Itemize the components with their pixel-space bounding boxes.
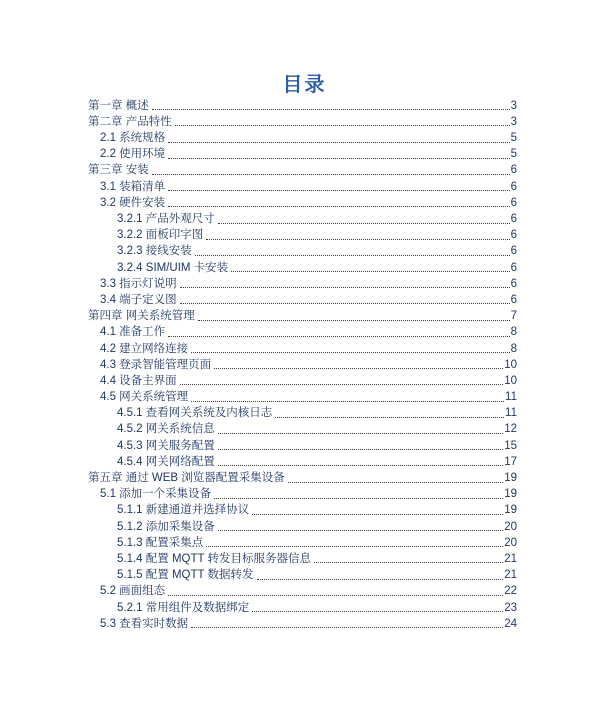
toc-entry-page: 8 — [510, 342, 517, 355]
toc-entry[interactable] — [88, 259, 517, 275]
toc-entry-page: 6 — [510, 293, 517, 306]
dot-leader — [252, 514, 503, 515]
toc-entry[interactable] — [88, 275, 517, 291]
toc-entry[interactable] — [88, 243, 517, 259]
toc-entry-label: 5.1.4 配置 MQTT 转发目标服务器信息 — [117, 552, 312, 565]
dot-leader — [218, 530, 503, 531]
toc-entry[interactable] — [88, 146, 517, 162]
toc-entry-label: 5.1.2 添加采集设备 — [117, 520, 215, 533]
toc-entry-page: 22 — [504, 585, 517, 598]
toc-entry-page: 12 — [504, 423, 517, 436]
toc-entry-label: 3.2.3 接线安装 — [117, 245, 192, 258]
toc-entry-label: 3.2.1 产品外观尺寸 — [117, 213, 215, 225]
toc-entry-label: 4.2 建立网络连接 — [100, 342, 189, 355]
toc-entry[interactable] — [88, 534, 517, 550]
toc-entry[interactable] — [88, 372, 517, 388]
dot-leader — [180, 303, 510, 304]
dot-leader — [218, 449, 503, 450]
toc-entry-page: 23 — [504, 601, 517, 614]
dot-leader — [191, 627, 503, 628]
toc-entry[interactable] — [88, 210, 517, 226]
toc-entry-page: 6 — [510, 196, 517, 209]
dot-leader — [206, 546, 503, 547]
toc-entry[interactable] — [88, 550, 517, 566]
dot-leader — [191, 352, 509, 353]
toc-entry-label: 4.3 登录智能管理页面 — [100, 358, 212, 371]
toc-entry[interactable] — [88, 502, 517, 518]
toc-entry-label: 4.5.4 网关网络配置 — [117, 455, 215, 468]
toc-entry[interactable] — [88, 178, 517, 194]
toc-entry-label: 5.1 添加一个采集设备 — [100, 488, 212, 501]
dot-leader — [180, 287, 510, 288]
toc-entry[interactable] — [88, 194, 517, 210]
toc-entry[interactable] — [88, 227, 517, 243]
toc-entry-page: 5 — [510, 148, 517, 161]
toc-entry-label: 第四章 网关系统管理 — [88, 310, 195, 323]
dot-leader — [180, 384, 504, 385]
toc-entry[interactable] — [88, 162, 517, 178]
toc-entry-page: 10 — [504, 374, 517, 387]
dot-leader — [206, 239, 509, 240]
toc-entry-page: 6 — [510, 164, 517, 177]
toc-entry-label: 2.1 系统规格 — [100, 132, 166, 145]
toc-entry[interactable] — [88, 405, 517, 421]
toc-entry-label: 5.2.1 常用组件及数据绑定 — [117, 601, 250, 614]
toc-entry-label: 4.1 准备工作 — [100, 326, 166, 339]
toc-entry[interactable] — [88, 583, 517, 599]
dot-leader — [275, 417, 504, 418]
toc-entry-page: 3 — [510, 115, 517, 128]
toc-entry-page: 6 — [510, 213, 517, 225]
toc-entry[interactable] — [88, 469, 517, 485]
toc-entry-page: 21 — [504, 552, 517, 565]
toc-entry[interactable] — [88, 421, 517, 437]
toc-entry[interactable] — [88, 486, 517, 502]
toc-entry-label: 5.1.5 配置 MQTT 数据转发 — [117, 569, 254, 582]
toc-entry-label: 第一章 概述 — [88, 99, 149, 112]
toc-entry-label: 3.2.2 面板印字图 — [117, 229, 204, 242]
toc-entry-page: 19 — [504, 488, 517, 501]
dot-leader — [198, 320, 510, 321]
toc-entry-page: 19 — [504, 504, 517, 517]
toc-entry-label: 4.5.1 查看网关系统及内核日志 — [117, 407, 273, 420]
toc-entry-page: 8 — [510, 326, 517, 339]
toc-entry[interactable] — [88, 566, 517, 582]
dot-leader — [257, 579, 504, 580]
toc-list — [88, 97, 517, 631]
dot-leader — [195, 255, 510, 256]
toc-entry[interactable] — [88, 615, 517, 631]
toc-entry[interactable] — [88, 437, 517, 453]
toc-entry[interactable] — [88, 291, 517, 307]
dot-leader — [214, 498, 503, 499]
toc-entry-label: 4.4 设备主界面 — [100, 374, 177, 387]
toc-entry[interactable] — [88, 129, 517, 145]
toc-entry-page: 20 — [504, 520, 517, 533]
toc-entry-page: 6 — [510, 229, 517, 242]
toc-entry[interactable] — [88, 356, 517, 372]
toc-entry-page: 3 — [510, 99, 517, 112]
toc-entry-page: 11 — [505, 407, 517, 420]
toc-entry-page: 11 — [505, 391, 517, 404]
toc-entry-label: 4.5.2 网关系统信息 — [117, 423, 215, 436]
dot-leader — [168, 158, 509, 159]
dot-leader — [152, 109, 510, 110]
toc-entry-page: 6 — [510, 261, 517, 274]
toc-entry-label: 3.3 指示灯说明 — [100, 277, 177, 290]
toc-entry-label: 3.2.4 SIM/UIM 卡安装 — [117, 261, 229, 274]
toc-entry-label: 第五章 通过 WEB 浏览器配置采集设备 — [88, 472, 285, 484]
toc-entry-page: 17 — [504, 455, 517, 468]
dot-leader — [168, 142, 509, 143]
toc-entry-label: 3.1 装箱清单 — [100, 180, 166, 193]
toc-entry[interactable] — [88, 307, 517, 323]
dot-leader — [218, 223, 510, 224]
dot-leader — [168, 206, 509, 207]
page-title: 目录 — [282, 74, 327, 96]
toc-entry-page: 20 — [504, 536, 517, 549]
toc-entry[interactable] — [88, 453, 517, 469]
toc-entry-label: 5.1.3 配置采集点 — [117, 536, 204, 549]
toc-entry[interactable] — [88, 97, 517, 113]
toc-entry[interactable] — [88, 518, 517, 534]
toc-entry-label: 5.1.1 新建通道并选择协议 — [117, 504, 250, 517]
dot-leader — [168, 336, 509, 337]
toc-entry[interactable] — [88, 324, 517, 340]
toc-entry-label: 2.2 使用环境 — [100, 148, 166, 161]
toc-entry-page: 24 — [504, 617, 517, 630]
toc-entry-label: 第二章 产品特性 — [88, 115, 172, 128]
toc-entry[interactable] — [88, 388, 517, 404]
toc-entry-page: 19 — [504, 472, 517, 484]
dot-leader — [288, 482, 503, 483]
toc-entry-page: 6 — [510, 245, 517, 258]
toc-entry-page: 6 — [510, 180, 517, 193]
toc-entry-page: 15 — [504, 439, 517, 452]
toc-entry[interactable] — [88, 113, 517, 129]
toc-entry-page: 10 — [504, 358, 517, 371]
toc-entry-label: 5.3 查看实时数据 — [100, 617, 189, 630]
toc-entry-page: 5 — [510, 132, 517, 145]
dot-leader — [252, 611, 503, 612]
dot-leader — [231, 271, 509, 272]
toc-entry-label: 4.5.3 网关服务配置 — [117, 439, 215, 452]
toc-entry-label: 5.2 画面组态 — [100, 585, 166, 598]
toc-entry[interactable] — [88, 599, 517, 615]
toc-entry-label: 4.5 网关系统管理 — [100, 391, 189, 404]
dot-leader — [314, 562, 503, 563]
toc-entry[interactable] — [88, 340, 517, 356]
toc-entry-label: 3.4 端子定义图 — [100, 293, 177, 306]
toc-entry-label: 3.2 硬件安装 — [100, 196, 166, 209]
dot-leader — [214, 368, 503, 369]
dot-leader — [168, 595, 503, 596]
toc-entry-page: 6 — [510, 277, 517, 290]
dot-leader — [218, 465, 503, 466]
dot-leader — [152, 174, 510, 175]
toc-entry-page: 7 — [510, 310, 517, 323]
dot-leader — [218, 433, 503, 434]
dot-leader — [191, 401, 504, 402]
dot-leader — [168, 190, 509, 191]
toc-entry-page: 21 — [504, 569, 517, 582]
toc-entry-label: 第三章 安装 — [88, 164, 149, 177]
dot-leader — [175, 125, 510, 126]
